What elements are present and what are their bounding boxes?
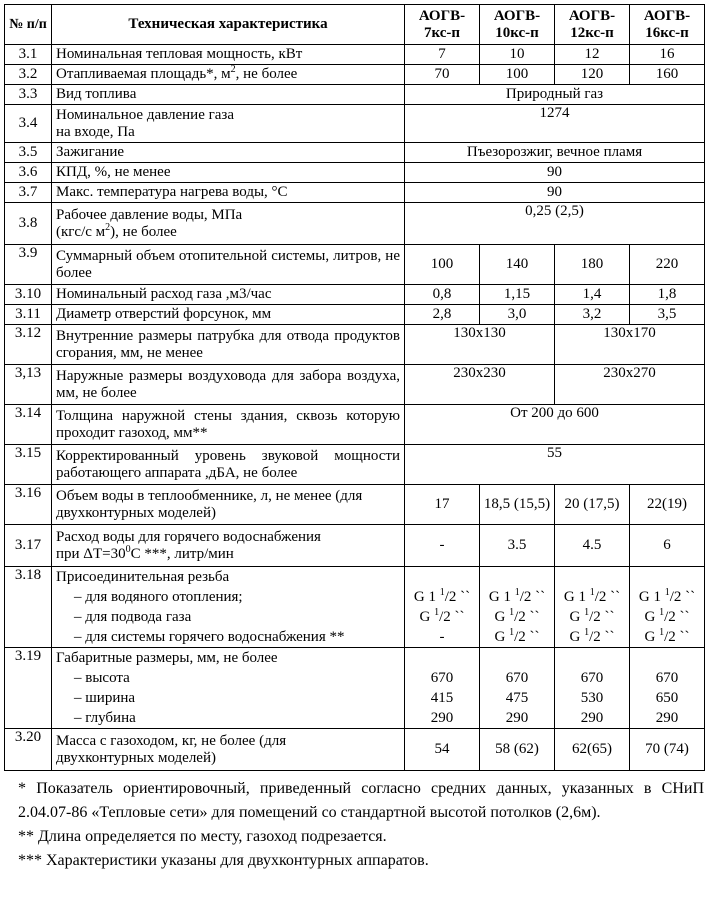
row-name: Внутренние размеры патрубка для отвода продуктов сгорания, мм, не менее — [52, 325, 405, 365]
row-name: Корректированный уровень звуковой мощности работающего аппарата ,дБА, не более — [52, 445, 405, 485]
row-value: 100 — [405, 245, 480, 285]
table-row — [5, 245, 705, 285]
row-name: Объем воды в теплообменнике, л, не менее (для двухконтурных моделей) — [52, 485, 405, 525]
header-num: № п/п — [5, 5, 52, 45]
row-num: 3.2 — [5, 65, 52, 85]
row-value: 17 — [405, 485, 480, 525]
table-row — [5, 305, 705, 325]
row-value: 0,25 (2,5) — [405, 203, 705, 245]
row-num: 3,13 — [5, 365, 52, 405]
row-value: 58 (62) — [480, 729, 555, 771]
table-row — [5, 445, 705, 485]
row-value: - — [405, 525, 480, 567]
table-row — [5, 163, 705, 183]
header-model: АОГВ- 12кс-п — [555, 5, 630, 45]
header-model: АОГВ- 7кс-п — [405, 5, 480, 45]
row-name: Отапливаемая площадь*, $м^2$, не более — [52, 65, 405, 85]
row-value: 0,8 — [405, 285, 480, 305]
row-value: 3,0 — [480, 305, 555, 325]
row-value: 670 530 290 — [555, 648, 630, 729]
row-value: 12 — [555, 45, 630, 65]
row-value: 90 — [405, 163, 705, 183]
table-row — [5, 105, 705, 143]
row-name: Толщина наружной стены здания, сквозь которую проходит газоход, мм** — [52, 405, 405, 445]
row-value: 1274 — [405, 105, 705, 143]
row-value: 16 — [630, 45, 705, 65]
row-value: 6 — [630, 525, 705, 567]
row-value: 1,8 — [630, 285, 705, 305]
row-num: 3.5 — [5, 143, 52, 163]
table-row — [5, 203, 705, 245]
table-row — [5, 285, 705, 305]
table-row — [5, 45, 705, 65]
row-value: G 1 $^1$/2 `` G $^1$/2 `` G $^1$/2 `` — [555, 567, 630, 648]
row-value: 180 — [555, 245, 630, 285]
row-value: 1,15 — [480, 285, 555, 305]
row-num: 3.20 — [5, 729, 52, 771]
row-value: 160 — [630, 65, 705, 85]
row-value: 55 — [405, 445, 705, 485]
table-row — [5, 365, 705, 405]
row-value: 1,4 — [555, 285, 630, 305]
spec-table — [4, 4, 705, 771]
table-row — [5, 729, 705, 771]
row-num: 3.15 — [5, 445, 52, 485]
row-num: 3.16 — [5, 485, 52, 525]
row-value: 3,5 — [630, 305, 705, 325]
row-name: КПД, %, не менее — [52, 163, 405, 183]
table-row — [5, 485, 705, 525]
table-row — [5, 325, 705, 365]
table-row — [5, 143, 705, 163]
row-value: 220 — [630, 245, 705, 285]
row-name: Масса с газоходом, кг, не более (для двухконтурных моделей) — [52, 729, 405, 771]
row-value: Природный газ — [405, 85, 705, 105]
row-name: Номинальное давление газа на входе, Па — [52, 105, 405, 143]
row-num: 3.11 — [5, 305, 52, 325]
table-row — [5, 648, 705, 729]
table-row — [5, 85, 705, 105]
row-num: 3.18 — [5, 567, 52, 648]
table-row — [5, 183, 705, 203]
row-value: 22(19) — [630, 485, 705, 525]
row-value: G 1 $^1$/2 `` G $^1$/2 `` G $^1$/2 `` — [630, 567, 705, 648]
row-num: 3.1 — [5, 45, 52, 65]
header-title: Техническая характеристика — [52, 5, 405, 45]
row-num: 3.4 — [5, 105, 52, 143]
row-name: Зажигание — [52, 143, 405, 163]
row-num: 3.3 — [5, 85, 52, 105]
footnotes — [4, 777, 704, 873]
spec-sheet — [4, 4, 704, 873]
row-name: Макс. температура нагрева воды, °С — [52, 183, 405, 203]
row-num: 3.9 — [5, 245, 52, 285]
row-value: 70 — [405, 65, 480, 85]
row-value: 70 (74) — [630, 729, 705, 771]
row-value: G 1 $^1$/2 `` G $^1$/2 `` G $^1$/2 `` — [480, 567, 555, 648]
row-value: 120 — [555, 65, 630, 85]
row-value: Пъезорозжиг, вечное пламя — [405, 143, 705, 163]
row-value: 670 650 290 — [630, 648, 705, 729]
row-name: Присоединительная резьба – для водяного отопления; – для подвода газа – для системы горячего водоснабжения ** — [52, 567, 405, 648]
row-value: 230х270 — [555, 365, 705, 405]
row-num: 3.19 — [5, 648, 52, 729]
row-num: 3.14 — [5, 405, 52, 445]
row-num: 3.8 — [5, 203, 52, 245]
header-model: АОГВ- 16кс-п — [630, 5, 705, 45]
row-name: Вид топлива — [52, 85, 405, 105]
row-value: 18,5 (15,5) — [480, 485, 555, 525]
row-value: 670 475 290 — [480, 648, 555, 729]
row-num: 3.10 — [5, 285, 52, 305]
row-value: 2,8 — [405, 305, 480, 325]
row-name: Диаметр отверстий форсунок, мм — [52, 305, 405, 325]
footnote: * Показатель ориентировочный, приведенный согласно средних данных, указанных в СНиП 2.04.07-86 «Тепловые сети» для помещений со стандартной высотой потолков (2,6м). — [18, 780, 704, 821]
table-row — [5, 567, 705, 648]
row-name: Рабочее давление воды, МПа (кгс/с $м^2$), не более — [52, 203, 405, 245]
row-name: Наружные размеры воздуховода для забора воздуха, мм, не более — [52, 365, 405, 405]
row-value: 54 — [405, 729, 480, 771]
row-value: От 200 до 600 — [405, 405, 705, 445]
row-name: Габаритные размеры, мм, не более – высота – ширина – глубина — [52, 648, 405, 729]
header-model: АОГВ- 10кс-п — [480, 5, 555, 45]
footnote: *** Характеристики указаны для двухконтурных аппаратов. — [18, 852, 429, 869]
row-value: 670 415 290 — [405, 648, 480, 729]
table-header-row — [5, 5, 705, 45]
row-num: 3.7 — [5, 183, 52, 203]
row-num: 3.17 — [5, 525, 52, 567]
row-value: 4.5 — [555, 525, 630, 567]
row-value: 3.5 — [480, 525, 555, 567]
row-value: 140 — [480, 245, 555, 285]
row-value: 130х130 — [405, 325, 555, 365]
row-name: Номинальная тепловая мощность, кВт — [52, 45, 405, 65]
row-value: 20 (17,5) — [555, 485, 630, 525]
row-value: 90 — [405, 183, 705, 203]
row-name: Суммарный объем отопительной системы, литров, не более — [52, 245, 405, 285]
row-name: Номинальный расход газа ,м3/час — [52, 285, 405, 305]
table-row — [5, 525, 705, 567]
row-value: 130х170 — [555, 325, 705, 365]
row-value: 10 — [480, 45, 555, 65]
row-value: 230х230 — [405, 365, 555, 405]
row-value: 3,2 — [555, 305, 630, 325]
row-num: 3.6 — [5, 163, 52, 183]
row-name: Расход воды для горячего водоснабжения при $\Delta Т=30^0С$ ***, литр/мин — [52, 525, 405, 567]
row-value: 62(65) — [555, 729, 630, 771]
row-value: 100 — [480, 65, 555, 85]
row-value: 7 — [405, 45, 480, 65]
row-value: G 1 $^1$/2 `` G $^1$/2 `` - — [405, 567, 480, 648]
table-row — [5, 405, 705, 445]
table-row — [5, 65, 705, 85]
row-num: 3.12 — [5, 325, 52, 365]
footnote: ** Длина определяется по месту, газоход подрезается. — [18, 828, 387, 845]
